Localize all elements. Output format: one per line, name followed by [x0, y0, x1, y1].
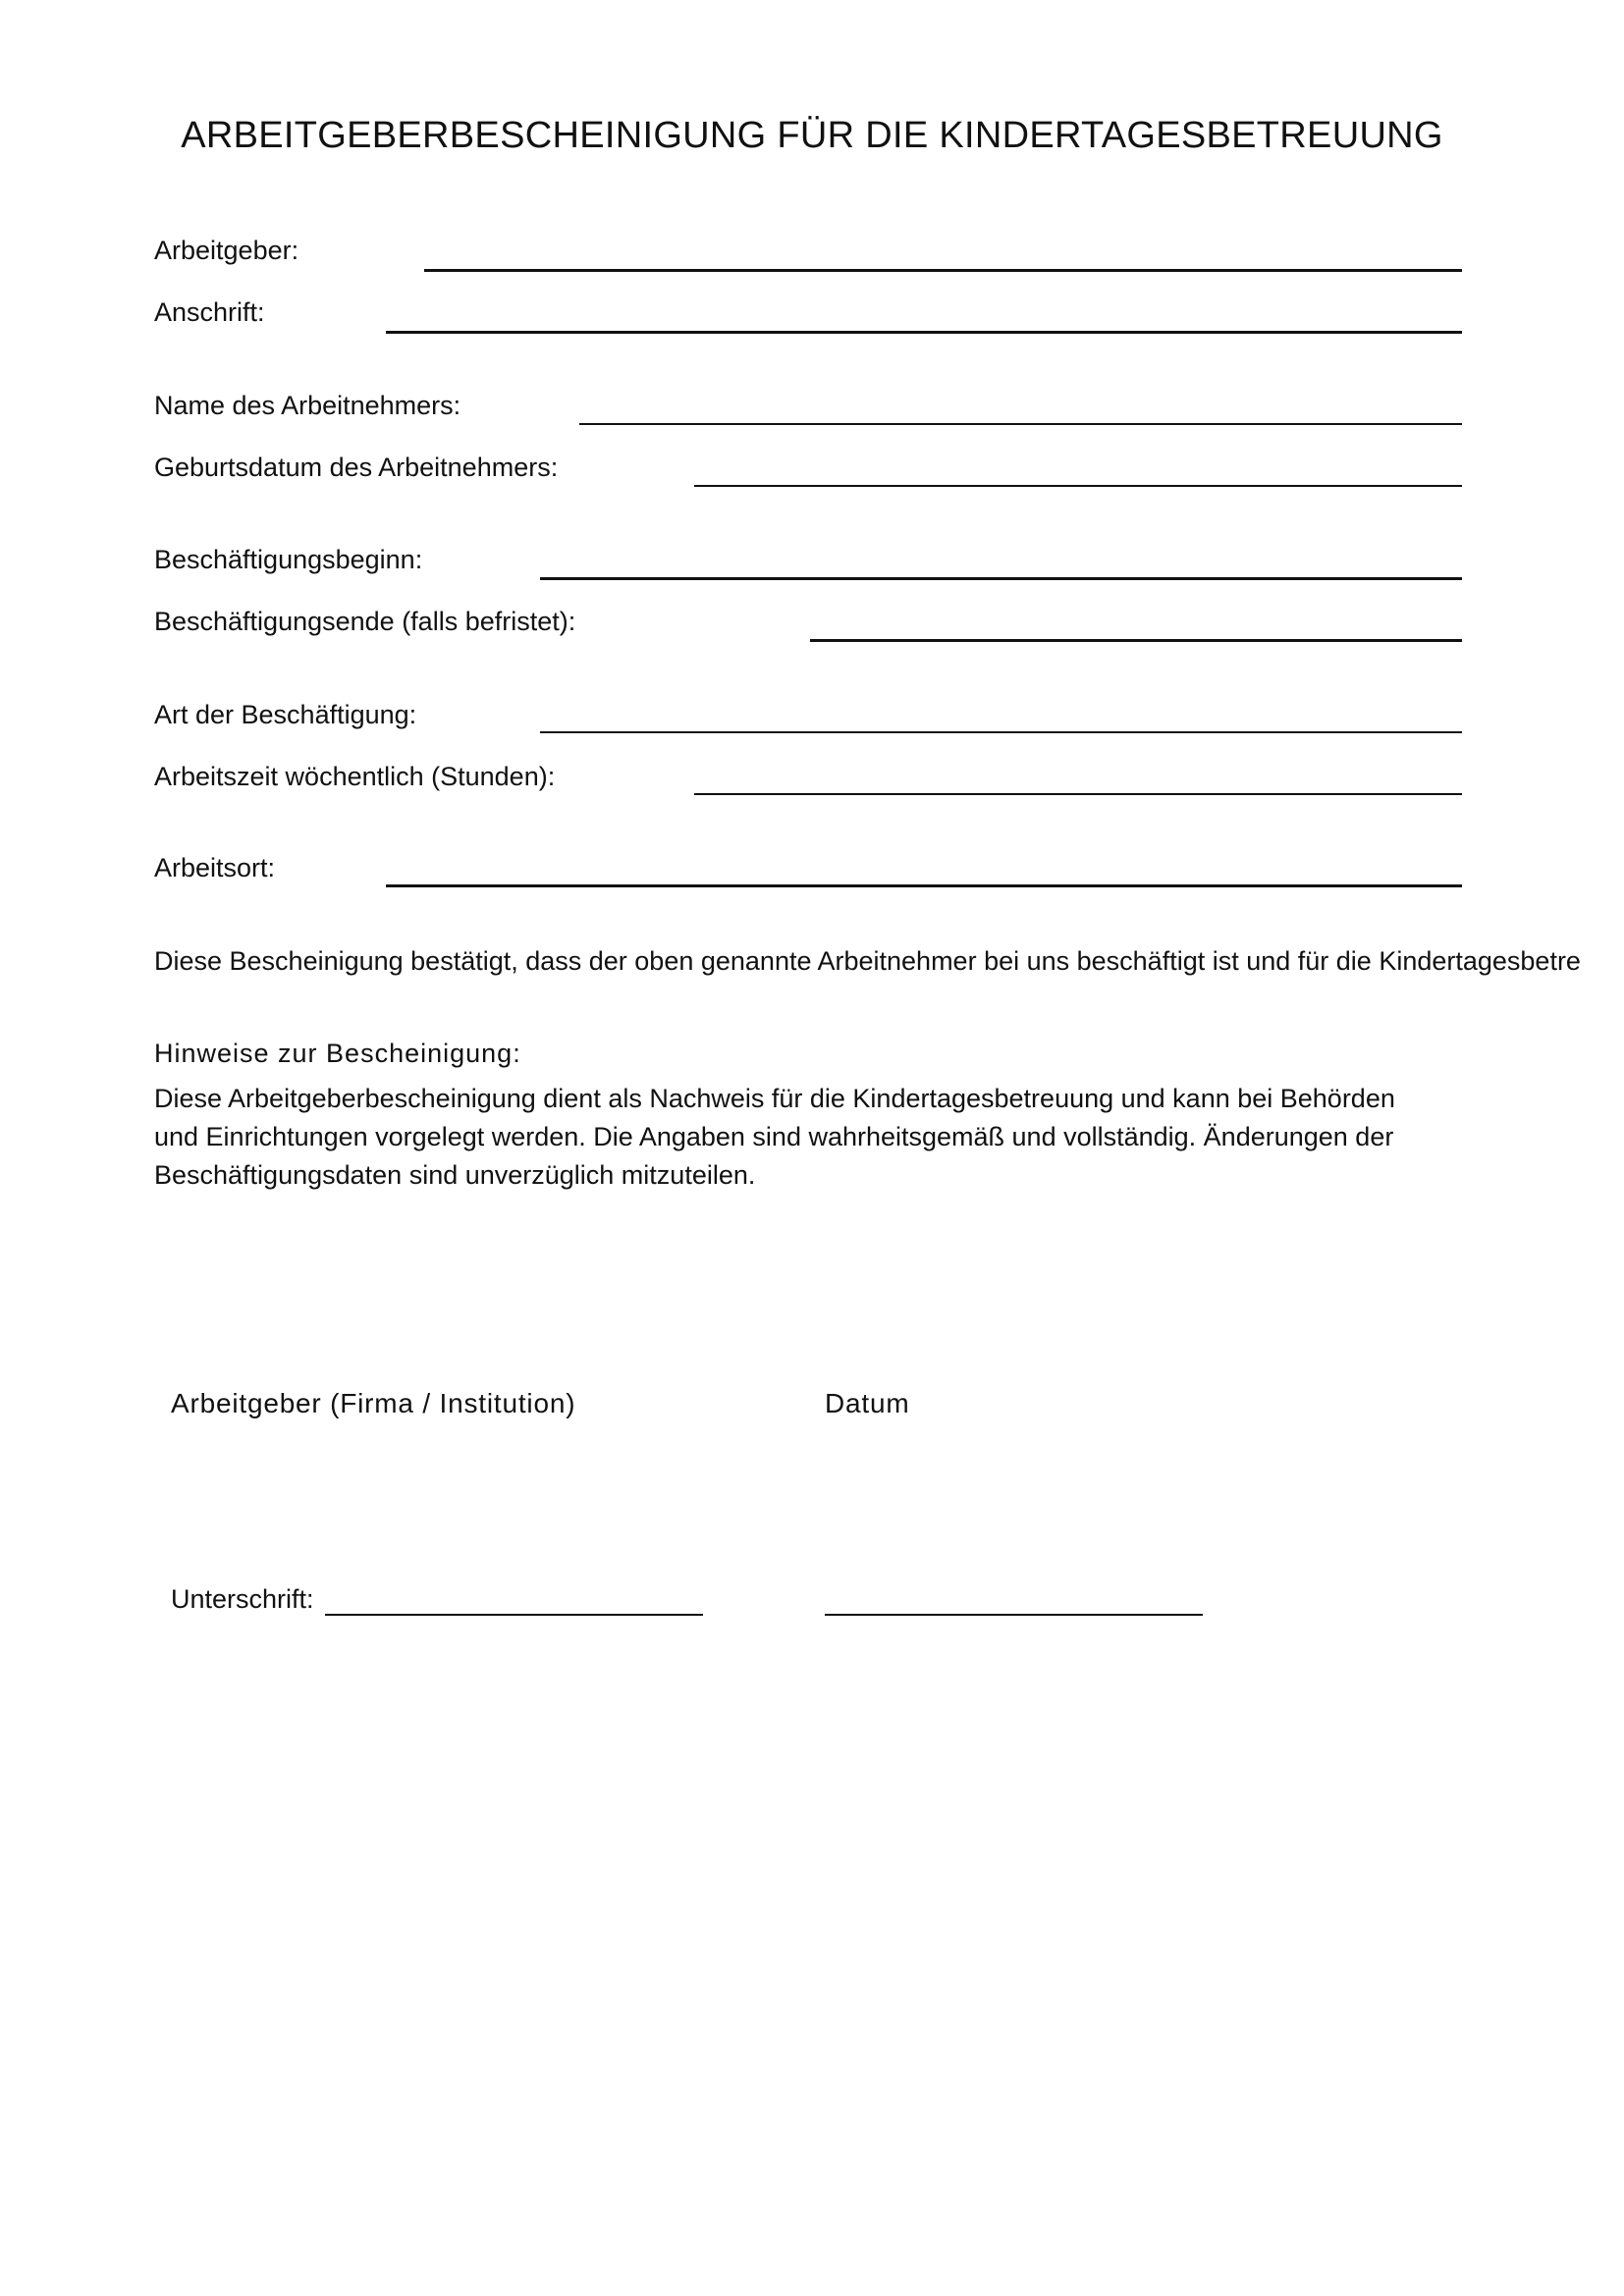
employment-type-label: Art der Beschäftigung: — [154, 700, 417, 729]
employment-start-label: Beschäftigungsbeginn: — [154, 545, 423, 574]
employment-start-field[interactable] — [540, 577, 1462, 580]
employment-end-label: Beschäftigungsende (falls befristet): — [154, 607, 576, 636]
signature-label: Unterschrift: — [171, 1584, 314, 1614]
employment-end-field[interactable] — [810, 639, 1462, 642]
notes-line: und Einrichtungen vorgelegt werden. Die Angaben sind wahrheitsgemäß und vollständig. Änderungen der — [154, 1122, 1394, 1151]
address-label: Anschrift: — [154, 297, 265, 327]
birthdate-label: Geburtsdatum des Arbeitnehmers: — [154, 453, 559, 482]
document-title: ARBEITGEBERBESCHEINIGUNG FÜR DIE KINDERTAGESBETREUUNG — [181, 115, 1443, 156]
workplace-field[interactable] — [386, 884, 1462, 887]
employer-field[interactable] — [424, 269, 1462, 272]
notes-heading: Hinweise zur Bescheinigung: — [154, 1039, 521, 1068]
notes-line: Beschäftigungsdaten sind unverzüglich mitzuteilen. — [154, 1160, 756, 1190]
notes-body — [154, 1080, 1470, 1195]
confirmation-statement: Diese Bescheinigung bestätigt, dass der oben genannte Arbeitnehmer bei uns beschäftigt ist und für die Kindertagesbetre — [154, 946, 1581, 976]
employee-name-label: Name des Arbeitnehmers: — [154, 391, 461, 420]
weekly-hours-label: Arbeitszeit wöchentlich (Stunden): — [154, 762, 556, 791]
date-label: Datum — [825, 1388, 910, 1418]
weekly-hours-field[interactable] — [694, 793, 1462, 795]
signature-field[interactable] — [325, 1614, 703, 1616]
employer-signature-label: Arbeitgeber (Firma / Institution) — [171, 1388, 576, 1418]
workplace-label: Arbeitsort: — [154, 853, 276, 882]
employer-label: Arbeitgeber: — [154, 236, 299, 265]
employment-type-field[interactable] — [540, 731, 1462, 733]
address-field[interactable] — [386, 331, 1462, 334]
birthdate-field[interactable] — [694, 485, 1462, 487]
date-field[interactable] — [825, 1614, 1203, 1616]
employee-name-field[interactable] — [579, 423, 1462, 425]
notes-line: Diese Arbeitgeberbescheinigung dient als Nachweis für die Kindertagesbetreuung und kann bei Behörden — [154, 1084, 1395, 1113]
